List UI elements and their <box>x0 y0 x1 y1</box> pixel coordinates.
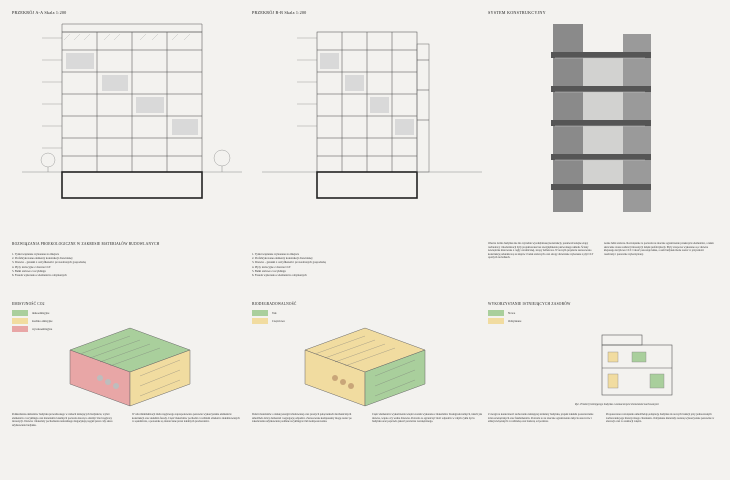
legend-row <box>252 317 285 325</box>
list-item: 1. Tynki wapienne wykonane na miejscu <box>252 252 300 256</box>
legend-reuse-title: WYKORZYSTANIE ISTNIEJĄCYCH ZASOBÓW <box>488 302 571 306</box>
reuse-section-diagram <box>592 330 682 400</box>
swatch-red <box>12 326 28 332</box>
swatch-green <box>488 310 504 316</box>
legend-row <box>252 309 285 317</box>
bottom-paragraph-4: Część elementów wykończenia wnętrz została wykonana z materiałów biodegradowalnych, takich jak drewno, wapno czy wełna drzewna. Pozwala to ograniczyć ilość odpadów w całym cyklu życia budynku oraz poprawia jakość powietrza wewnętrznego. <box>372 413 482 423</box>
legend-reuse <box>488 309 521 325</box>
legend-row <box>488 317 521 325</box>
list-item: 6. Fasada wykonana z elementów odzyskanych <box>252 273 307 278</box>
bio-axonometric <box>285 320 445 408</box>
legend-label: niskoemisyjne <box>32 311 50 315</box>
list-item: 4. Płyty izolacyjne z drewna CLT <box>12 264 51 269</box>
analysis-title: ROZWIĄZANIA PROEKOLOGICZNE W ZAKRESIE MATERIAŁÓW BUDOWLANYCH <box>12 242 160 246</box>
structure-title: SYSTEM KONSTRUKCYJNY <box>488 10 546 15</box>
legend-label: Częściowo <box>272 319 286 323</box>
legend-label: Tak <box>272 311 277 315</box>
bottom-paragraph-2: W celu minimalizacji śladu węglowego zaproponowano ponowne wykorzystanie elementów konstrukcji oraz okładzin fasady. Część materiałów pochodzi z rozbiórki obiektów zlokalizowanych w sąsiedztwie, a pozostałe są dostarczane przez lokalnych producentów. <box>132 413 240 423</box>
bottom-paragraph-1: Podkreślenie elementów budynku prowadzonego w ramach istniejących budynków, wybór elementów z recyklingu oraz materiałów lokalnych pozwala znacząco obniżyć ślad węglowy inwestycji. Drewno i materiały pochodzenia naturalnego magazynują węgiel przez cały okres użytkowania budynku. <box>12 413 113 427</box>
legend-label: Odzyskane <box>508 319 522 323</box>
legend-co2-title: EMISYJNOŚĆ CO2 <box>12 302 45 306</box>
swatch-yellow <box>252 318 268 324</box>
section-b-drawing <box>262 20 482 215</box>
list-item: 2. Prefabrykowane elementy konstrukcji drewnianej <box>252 256 313 261</box>
legend-row <box>12 309 52 317</box>
list-item: 6. Fasada wykonana z elementów odzyskanych <box>12 273 67 278</box>
list-item: 5. Belki stalowe z recyklingu <box>252 268 286 273</box>
bottom-paragraph-5: Z uwagi na konieczność zachowania istniejącej struktury budynku, projekt zakłada pozostawienie ścian zewnętrznych oraz fundamentów. Pozwala to na znaczne ograniczenie zużycia surowców i emisji związanych z rozbiórką oraz budową od podstaw. <box>488 413 594 423</box>
legend-row <box>12 317 52 325</box>
legend-co2 <box>12 309 52 333</box>
list-item: 3. Drewno - gatunki z certyfikatem i prowadzonych gospodarką <box>12 260 86 265</box>
bottom-paragraph-6: Proponowane rozwiązania umożliwiają adaptację budynku do nowych funkcji przy jednoczesnym zachowaniu jego historycznego charakteru. Odzyskane materiały zostaną wykorzystane ponownie w elewacji oraz w aranżacji wnętrz. <box>606 413 715 423</box>
structure-text-a: Obecna forma budynku nie ma wyraźnie wyodrębnionej konstrukcji, ponieważ kolejne etapy rozbudowy i modernizacji były projektowane bez uwzględnienia pierwotnego układu. Ściany zewnętrzne murowane z cegły ceramicznej, stropy żelbetowe. W nowym projekcie zastosowano konstrukcję szkieletową ze słupów i belek stalowych oraz stropy drewniane wykonane z płyt CLT opartych na belkach. <box>488 242 594 259</box>
structure-text-b: nośne belki stalowe. Rozwiązanie to pozwala na znaczne ograniczenie przekrojów elementów, a także skrócenie czasu realizacji inwestycji dzięki prefabrykacji. Płyty stropowe wykonane są z drewna klejonego krzyżowo CLT. Całość pozostaje lekka, a sam budynek może zostać w przyszłości rozebrany i ponownie wykorzystany. <box>604 242 714 256</box>
legend-bio-title: BIODEGRADOWALNOŚĆ <box>252 302 297 306</box>
structure-axonometric <box>545 24 655 214</box>
swatch-yellow <box>12 318 28 324</box>
list-item: 5. Belki stalowe z recyklingu <box>12 268 46 273</box>
materials-list-1 <box>12 252 212 277</box>
swatch-green <box>12 310 28 316</box>
legend-row <box>12 325 52 333</box>
bottom-paragraph-3: Dobór materiałów o niskiej energii wbudowanej oraz prostych połączeniach mechanicznych umożliwia łatwy demontaż i segregację odpadów. Zastosowane komponenty mogą zostać po zakończeniu użytkowania poddane recyklingowi lub kompostowaniu. <box>252 413 352 423</box>
list-item: 3. Drewno - gatunki z certyfikatem i prowadzonych gospodarką <box>252 260 326 265</box>
section-b-title: PRZEKRÓJ B-B Skala 1:200 <box>252 10 307 15</box>
section-a-drawing <box>22 20 242 215</box>
diagram-caption: Ryc. Przekrój istniejącego budynku z zaznaczonymi elementami zachowanymi <box>575 403 659 406</box>
swatch-green <box>252 310 268 316</box>
legend-row <box>488 309 521 317</box>
swatch-yellow <box>488 318 504 324</box>
list-item: 1. Tynki wapienne wykonane na miejscu <box>12 252 60 256</box>
list-item: 4. Płyty izolacyjne z drewna CLT <box>252 264 291 269</box>
list-item: 2. Prefabrykowane elementy konstrukcji drewnianej <box>12 256 73 261</box>
materials-list-2 <box>252 252 452 277</box>
legend-bio <box>252 309 285 325</box>
co2-axonometric <box>50 320 210 408</box>
section-a-title: PRZEKRÓJ A-A Skala 1:200 <box>12 10 67 15</box>
legend-label: Nowe <box>508 311 516 315</box>
legend-label: wysokoemisyjne <box>32 327 53 331</box>
legend-label: średnio emisyjne <box>32 319 53 323</box>
